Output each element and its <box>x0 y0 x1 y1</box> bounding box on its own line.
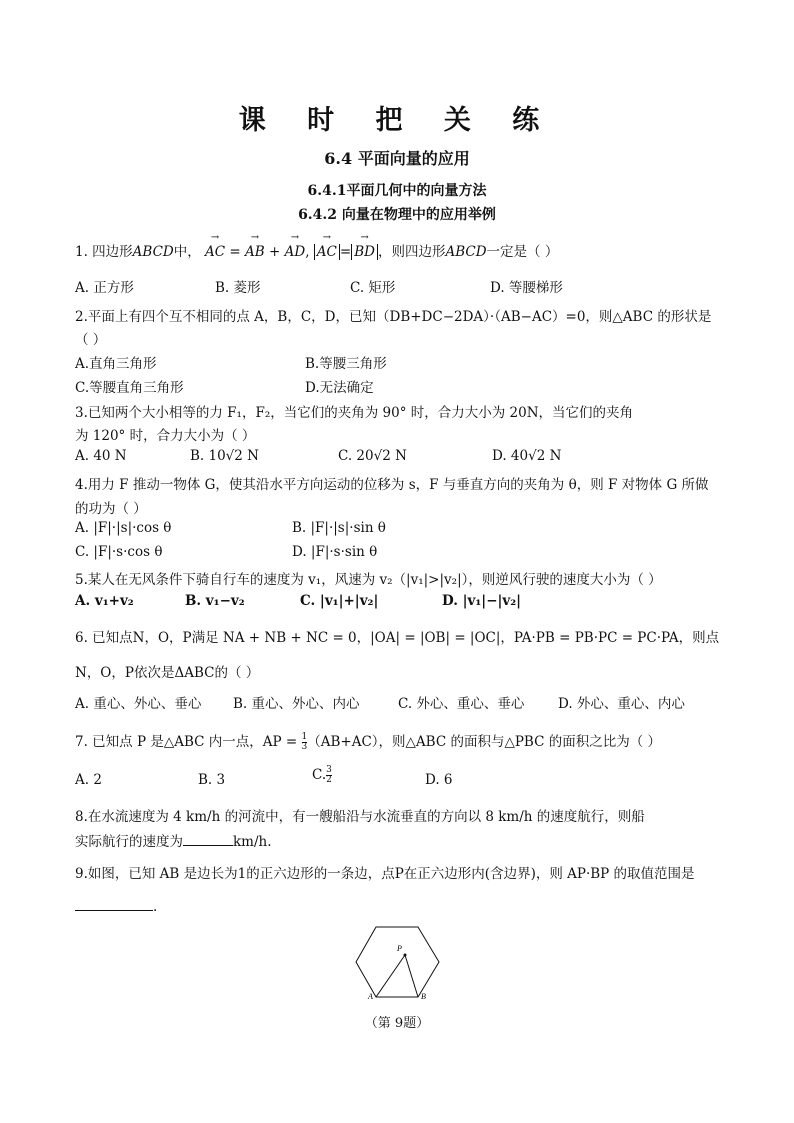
question-1-stem: 1. 四边形ABCD中， → AC = → AB + → AD, → AC =→ BD ，则四边形ABCD一定是（ ） <box>75 240 725 260</box>
q6-option-c: C. 外心、重心、垂心 <box>398 696 525 712</box>
q1-option-a: A. 正方形 <box>75 280 134 296</box>
q5-option-b: B. v₁−v₂ <box>185 593 245 609</box>
q4-option-a: A. |F|·|s|·cos θ <box>75 520 172 536</box>
vector-ab: → AB <box>245 244 265 260</box>
page-title: 课 时 把 关 练 <box>238 105 556 136</box>
q2-option-b: B.等腰三角形 <box>305 356 387 372</box>
fraction-one-third: $\frac{1}{3}$ <box>301 732 308 752</box>
vector-ad: → AD <box>285 244 306 260</box>
label-p: P <box>397 944 402 953</box>
question-4-line-1: 4.用力 F 推动一物体 G，使其沿水平方向运动的位移为 s，F 与垂直方向的夹角为 θ，则 F 对物体 G 所做 <box>75 477 709 493</box>
question-2-line-1: 2.平面上有四个互不相同的点 A，B，C，D，已知（DB+DC−2DA）·（AB−AC）=0，则△ABC 的形状是 <box>75 309 712 325</box>
q7-option-a: A. 2 <box>75 772 102 788</box>
figure-caption: （第 9题） <box>364 1016 430 1031</box>
hexagon-figure <box>355 925 441 1005</box>
q7-option-c: C. $\frac{3}{2}$ <box>312 765 332 785</box>
q2-option-c: C.等腰直角三角形 <box>75 380 184 396</box>
subsection-title-1: 6.4.1平面几何中的向量方法 <box>307 183 487 199</box>
q6-option-a: A. 重心、外心、垂心 <box>75 696 202 712</box>
q7-option-b: B. 3 <box>198 772 226 788</box>
q3-option-b: B. 10√2 N <box>190 448 259 464</box>
question-4-line-2: 的功为（ ） <box>75 501 147 517</box>
subsection-title-2: 6.4.2 向量在物理中的应用举例 <box>298 207 496 223</box>
label-b: B <box>421 992 426 1001</box>
question-6-line-2: N，O，P依次是ΔABC的（ ） <box>75 665 260 681</box>
question-5-line-1: 5.某人在无风条件下骑自行车的速度为 v₁，风速为 v₂（|v₁|>|v₂|），则逆风行驶的速度大小为（ ） <box>75 572 662 588</box>
vector-ac: → AC <box>205 244 225 260</box>
vector-bd: → BD <box>354 244 375 260</box>
q3-option-d: D. 40√2 N <box>492 448 562 464</box>
question-8-line-1: 8.在水流速度为 4 km/h 的河流中，有一艘船沿与水流垂直的方向以 8 km/h 的速度航行，则船 <box>75 809 645 825</box>
q6-option-b: B. 重心、外心、内心 <box>233 696 360 712</box>
q5-option-d: D. |v₁|−|v₂| <box>442 593 522 609</box>
q5-option-c: C. |v₁|+|v₂| <box>300 593 379 609</box>
q7-option-d: D. 6 <box>425 772 453 788</box>
question-7-line-1: 7. 已知点 P 是△ABC 内一点，AP = $\frac{1}{3}$ （AB+AC），则△ABC 的面积与△PBC 的面积之比为（ ） <box>75 732 662 752</box>
section-title: 6.4 平面向量的应用 <box>324 149 470 168</box>
question-3-line-2: 为 120° 时，合力大小为（ ） <box>75 428 256 444</box>
q1-option-c: C. 矩形 <box>350 280 396 296</box>
q3-option-a: A. 40 N <box>75 448 127 464</box>
q2-option-d: D.无法确定 <box>305 380 374 396</box>
label-a: A <box>368 992 373 1001</box>
question-6-line-1: 6. 已知点N，O，P满足 NA + NB + NC = 0，|OA| = |OB| = |OC|，PA·PB = PB·PC = PC·PA，则点 <box>75 630 720 646</box>
question-9-line-2: . <box>75 898 725 915</box>
hexagon-diagram <box>355 925 441 1001</box>
q2-option-a: A.直角三角形 <box>75 356 157 372</box>
question-2-line-2: （ ） <box>75 332 107 348</box>
q3-option-c: C. 20√2 N <box>338 448 407 464</box>
q4-option-d: D. |F|·s·sin θ <box>292 544 378 560</box>
question-3-line-1: 3.已知两个大小相等的力 F₁，F₂，当它们的夹角为 90° 时，合力大小为 20N，当它们的夹角 <box>75 405 634 421</box>
q5-option-a: A. v₁+v₂ <box>75 593 134 609</box>
question-9-line-1: 9.如图，已知 AB 是边长为1的正六边形的一条边，点P在正六边形内(含边界)，则 AP·BP 的取值范围是 <box>75 866 695 882</box>
answer-blank[interactable] <box>183 833 233 846</box>
q1-option-b: B. 菱形 <box>215 280 261 296</box>
question-8-line-2: 实际航行的速度为 km/h. <box>75 834 272 850</box>
q1-option-d: D. 等腰梯形 <box>490 280 563 296</box>
q6-option-d: D. 外心、重心、内心 <box>558 696 685 712</box>
answer-blank-q9[interactable] <box>75 898 153 911</box>
q4-option-c: C. |F|·s·cos θ <box>75 544 163 560</box>
q4-option-b: B. |F|·|s|·sin θ <box>292 520 386 536</box>
